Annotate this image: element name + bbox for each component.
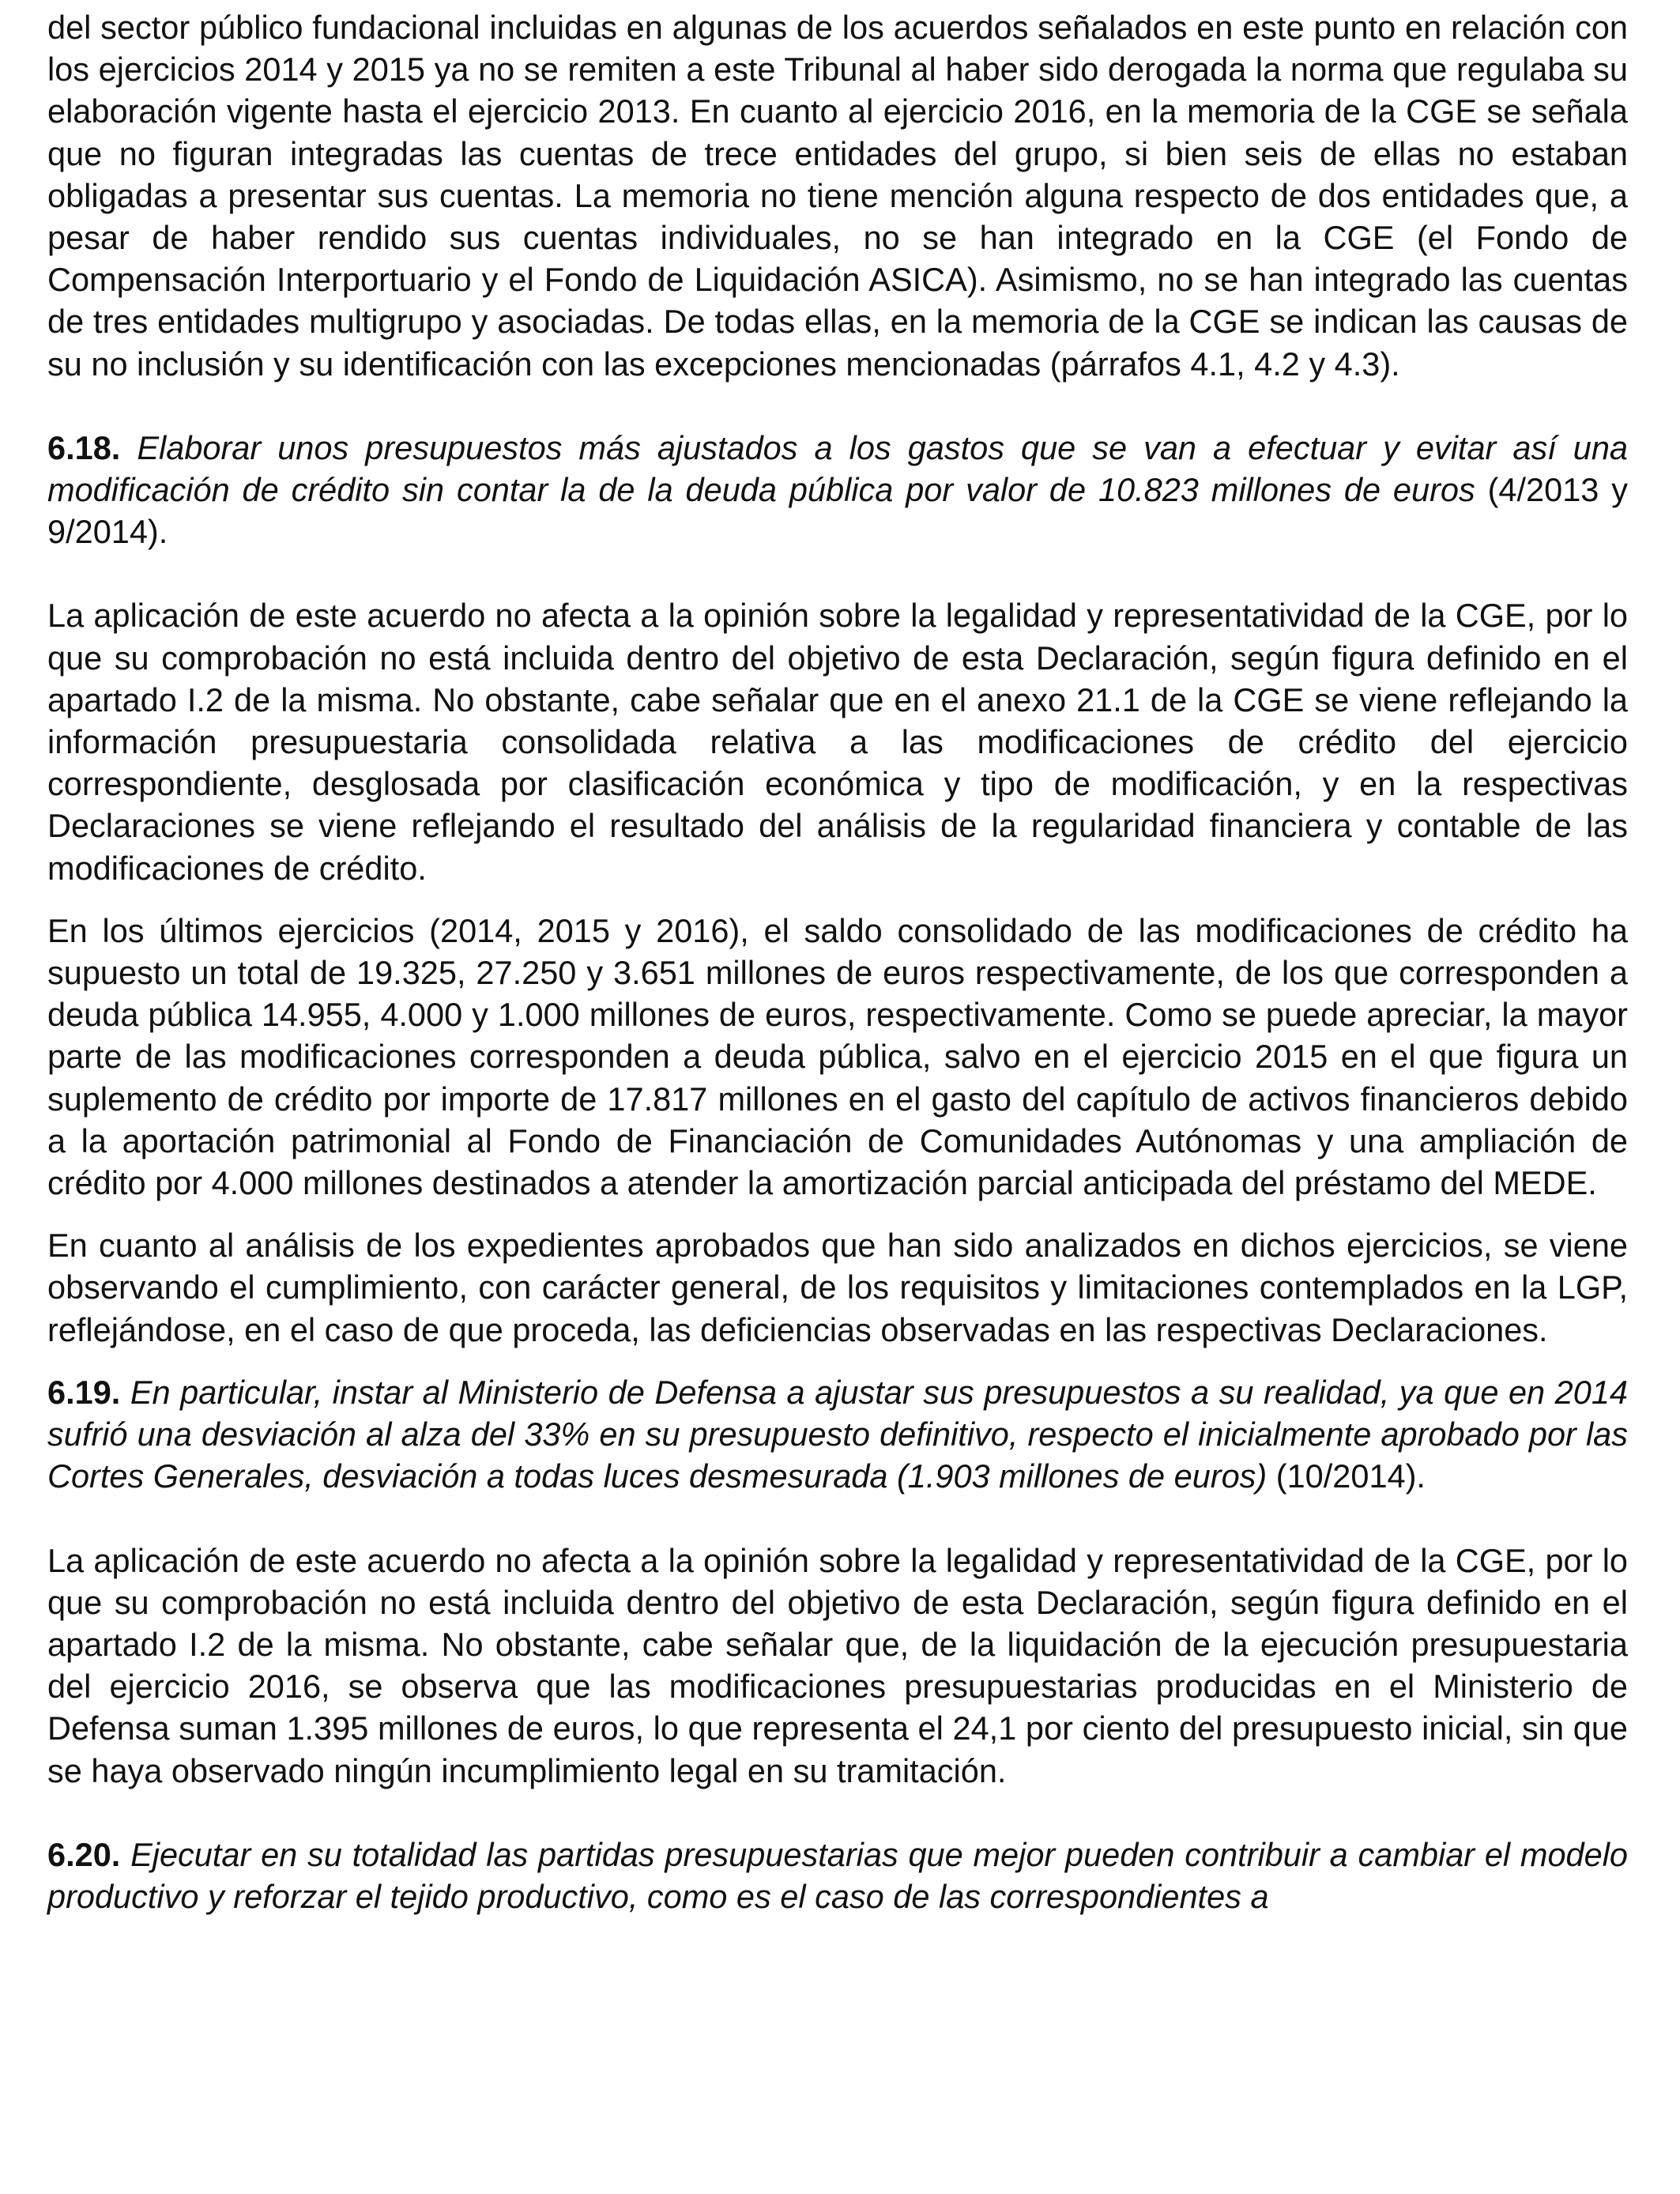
recommendation-text: Ejecutar en su totalidad las partidas presupuestarias que mejor pueden contribuir a cambiar el modelo productivo y reforzar el tejido productivo, como es el caso de las correspondientes a bbox=[47, 1835, 1629, 1915]
recommendation-reference: (10/2014). bbox=[1275, 1457, 1426, 1495]
recommendation-number: 6.20. bbox=[47, 1835, 121, 1873]
recommendation-reference: (4/2013 y 9/2014). bbox=[47, 471, 1628, 551]
recommendation-text: Elaborar unos presupuestos más ajustados a los gastos que se van a efectuar y evitar así una modificación de crédito sin contar la de la deuda pública por valor de 10.823 millones de euros bbox=[47, 428, 1629, 509]
paragraph-text: En cuanto al análisis de los expedientes aprobados que han sido analizados en dichos ejercicios, se viene observando el cumplimiento, con carácter general, de los requisitos y limitaciones contemplados en la LGP, reflejándose, en el caso de que proceda, las deficiencias observadas en las respectivas Declaraciones. bbox=[47, 1227, 1628, 1348]
paragraph-text: del sector público fundacional incluidas en algunas de los acuerdos señalados en este punto en relación con los ejercicios 2014 y 2015 ya no se remiten a este Tribunal al haber sido derogada la norma que regulaba su elaboración vigente hasta el ejercicio 2013. En cuanto al ejercicio 2016, en la memoria de la CGE se señala que no figuran integradas las cuentas de trece entidades del grupo, si bien seis de ellas no estaban obligadas a presentar sus cuentas. La memoria no tiene mención alguna respecto de dos entidades que, a pesar de haber rendido sus cuentas individuales, no se han integrado en la CGE (el Fondo de Compensación Interportuario y el Fondo de Liquidación ASICA). Asimismo, no se han integrado las cuentas de tres entidades multigrupo y asociadas. De todas ellas, en la memoria de la CGE se indican las causas de su no inclusión y su identificación con las excepciones mencionadas (párrafos 4.1, 4.2 y 4.3). bbox=[47, 9, 1628, 383]
document-page bbox=[47, 6, 1628, 1917]
recommendation-number: 6.18. bbox=[47, 428, 121, 466]
paragraph-text: En los últimos ejercicios (2014, 2015 y 2016), el saldo consolidado de las modificaciones de crédito ha supuesto un total de 19.325, 27.250 y 3.651 millones de euros respectivamente, de los que corresponden a deuda pública 14.955, 4.000 y 1.000 millones de euros, respectivamente. Como se puede apreciar, la mayor parte de las modificaciones corresponden a deuda pública, salvo en el ejercicio 2015 en el que figura un suplemento de crédito por importe de 17.817 millones en el gasto del capítulo de activos financieros debido a la aportación patrimonial al Fondo de Financiación de Comunidades Autónomas y una ampliación de crédito por 4.000 millones destinados a atender la amortización parcial anticipada del préstamo del MEDE. bbox=[47, 911, 1628, 1202]
paragraph-text: La aplicación de este acuerdo no afecta a la opinión sobre la legalidad y representatividad de la CGE, por lo que su comprobación no está incluida dentro del objetivo de esta Declaración, según figura definido en el apartado I.2 de la misma. No obstante, cabe señalar que, de la liquidación de la ejecución presupuestaria del ejercicio 2016, se observa que las modificaciones presupuestarias producidas en el Ministerio de Defensa suman 1.395 millones de euros, lo que representa el 24,1 por ciento del presupuesto inicial, sin que se haya observado ningún incumplimiento legal en su tramitación. bbox=[47, 1541, 1628, 1789]
recommendation-number: 6.19. bbox=[47, 1373, 121, 1411]
recommendation-text: En particular, instar al Ministerio de Defensa a ajustar sus presupuestos a su realidad, ya que en 2014 sufrió una desviación al alza del 33% en su presupuesto definitivo, respecto el inicialmente aprobado por las Cortes Generales, desviación a todas luces desmesurada (1.903 millones de euros) bbox=[47, 1373, 1628, 1495]
paragraph-text: La aplicación de este acuerdo no afecta a la opinión sobre la legalidad y representatividad de la CGE, por lo que su comprobación no está incluida dentro del objetivo de esta Declaración, según figura definido en el apartado I.2 de la misma. No obstante, cabe señalar que en el anexo 21.1 de la CGE se viene reflejando la información presupuestaria consolidada relativa a las modificaciones de crédito del ejercicio correspondiente, desglosada por clasificación económica y tipo de modificación, y en la respectivas Declaraciones se viene reflejando el resultado del análisis de la regularidad financiera y contable de las modificaciones de crédito. bbox=[47, 597, 1628, 887]
recommendation-6-18 bbox=[47, 427, 1628, 553]
recommendation-6-19 bbox=[47, 1371, 1628, 1498]
recommendation-6-20 bbox=[47, 1834, 1628, 1917]
